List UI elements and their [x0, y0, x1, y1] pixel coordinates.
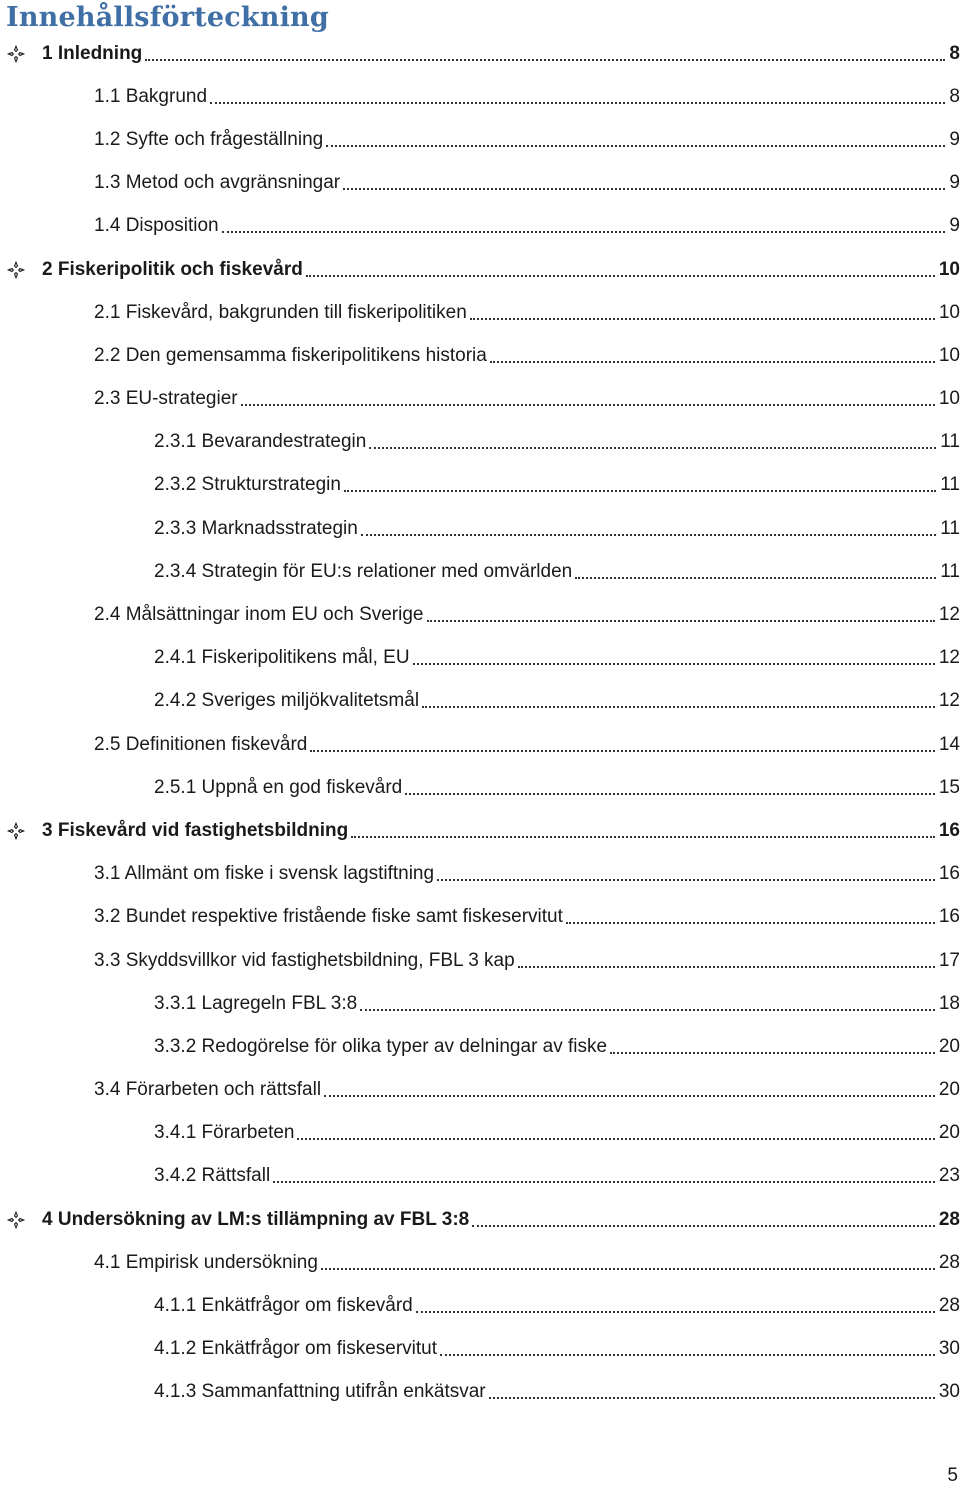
- toc-entry[interactable]: [0, 118, 960, 161]
- toc-entry-page: 10: [938, 344, 960, 366]
- toc-entry-label: 2.1 Fiskevård, bakgrunden till fiskeripolitiken: [94, 301, 467, 323]
- toc-entry-page: 28: [938, 1208, 960, 1230]
- toc-entry[interactable]: [0, 1198, 960, 1241]
- toc-entry-page: 9: [949, 128, 960, 150]
- diamond-flower-icon: [7, 261, 25, 279]
- toc-entry-label: 2.4.1 Fiskeripolitikens mål, EU: [154, 647, 410, 669]
- toc-entry-page: 16: [938, 819, 960, 841]
- dot-leader: [472, 1225, 935, 1227]
- toc-entry-page: 30: [938, 1381, 960, 1403]
- toc-entry-label: 2.3.4 Strategin för EU:s relationer med omvärlden: [154, 560, 573, 582]
- toc-entry[interactable]: [0, 162, 960, 205]
- dot-leader: [273, 1181, 935, 1183]
- toc-entry[interactable]: [0, 1025, 960, 1068]
- dot-leader: [210, 102, 945, 104]
- toc-entry-label: 3.3.2 Redogörelse för olika typer av delningar av fiske: [154, 1035, 608, 1057]
- dot-leader: [361, 534, 936, 536]
- dot-leader: [369, 447, 936, 449]
- toc-entry[interactable]: [0, 896, 960, 939]
- dot-leader: [470, 318, 935, 320]
- toc-entry-label: 2.4 Målsättningar inom EU och Sverige: [94, 604, 424, 626]
- toc-entry-page: 28: [938, 1295, 960, 1317]
- diamond-flower-icon: [7, 1211, 25, 1229]
- dot-leader: [405, 793, 935, 795]
- dot-leader: [326, 145, 945, 147]
- dot-leader: [222, 231, 946, 233]
- diamond-flower-icon: [7, 45, 25, 63]
- toc-entry-label: 2.3.1 Bevarandestrategin: [154, 431, 367, 453]
- dot-leader: [310, 750, 935, 752]
- toc-entry-label: 4.1 Empirisk undersökning: [94, 1251, 318, 1273]
- toc-title: Innehållsförteckning: [6, 2, 329, 33]
- toc-entry-label: 3.4 Förarbeten och rättsfall: [94, 1079, 322, 1101]
- toc-entry-page: 17: [938, 949, 960, 971]
- toc-entry[interactable]: [0, 32, 960, 75]
- toc-entry-page: 18: [938, 992, 960, 1014]
- toc-entry[interactable]: [0, 205, 960, 248]
- toc-entry-label: 2.3 EU-strategier: [94, 388, 238, 410]
- toc-entry-page: 23: [938, 1165, 960, 1187]
- dot-leader: [324, 1095, 935, 1097]
- dot-leader: [437, 879, 935, 881]
- dot-leader: [321, 1268, 935, 1270]
- toc-entry[interactable]: [0, 1241, 960, 1284]
- toc-entry-page: 9: [949, 215, 960, 237]
- toc-entry-label: 3.1 Allmänt om fiske i svensk lagstiftning: [94, 863, 435, 885]
- toc-entry-label: 4.1.3 Sammanfattning utifrån enkätsvar: [154, 1381, 486, 1403]
- toc-entry-page: 20: [938, 1035, 960, 1057]
- toc-entry[interactable]: [0, 1371, 960, 1414]
- toc-entry-page: 14: [938, 733, 960, 755]
- page-number: 5: [947, 1465, 958, 1486]
- toc-entry[interactable]: [0, 421, 960, 464]
- toc-entry-page: 11: [940, 517, 960, 539]
- toc-entry[interactable]: [0, 248, 960, 291]
- dot-leader: [241, 404, 935, 406]
- toc-entry-page: 12: [938, 690, 960, 712]
- toc-entry-label: 2 Fiskeripolitik och fiskevård: [42, 258, 303, 280]
- toc-entry[interactable]: [0, 766, 960, 809]
- toc-entry-label: 1.2 Syfte och frågeställning: [94, 128, 324, 150]
- dot-leader: [344, 490, 936, 492]
- toc-entry-page: 9: [949, 172, 960, 194]
- toc-entry-page: 10: [938, 301, 960, 323]
- dot-leader: [343, 188, 945, 190]
- dot-leader: [297, 1138, 934, 1140]
- toc-entry-label: 4.1.2 Enkätfrågor om fiskeservitut: [154, 1338, 438, 1360]
- toc-entry-page: 15: [938, 776, 960, 798]
- toc-entry-label: 2.3.3 Marknadsstrategin: [154, 517, 358, 539]
- dot-leader: [566, 922, 935, 924]
- dot-leader: [427, 620, 935, 622]
- toc-entry-page: 11: [940, 474, 960, 496]
- toc-entry[interactable]: [0, 378, 960, 421]
- toc-entry-label: 2.3.2 Strukturstrategin: [154, 474, 341, 496]
- dot-leader: [145, 59, 945, 61]
- toc-entry-label: 3 Fiskevård vid fastighetsbildning: [42, 819, 349, 841]
- toc-entry-label: 1.3 Metod och avgränsningar: [94, 172, 341, 194]
- dot-leader: [518, 966, 935, 968]
- dot-leader: [422, 706, 935, 708]
- toc-entry[interactable]: [0, 723, 960, 766]
- toc-entry[interactable]: [0, 1328, 960, 1371]
- toc-entry-page: 20: [938, 1122, 960, 1144]
- toc-entry-label: 4 Undersökning av LM:s tillämpning av FBL 3:8: [42, 1208, 470, 1230]
- dot-leader: [416, 1311, 935, 1313]
- dot-leader: [440, 1354, 935, 1356]
- toc-entry[interactable]: [0, 1155, 960, 1198]
- toc-entry-label: 2.5.1 Uppnå en god fiskevård: [154, 776, 403, 798]
- toc-entry-label: 2.2 Den gemensamma fiskeripolitikens historia: [94, 344, 487, 366]
- dot-leader: [575, 577, 936, 579]
- toc-entry-page: 8: [949, 42, 960, 64]
- toc-entry-label: 3.2 Bundet respektive fristående fiske samt fiskeservitut: [94, 906, 563, 928]
- toc-entry-label: 3.4.2 Rättsfall: [154, 1165, 271, 1187]
- dot-leader: [413, 663, 935, 665]
- dot-leader: [306, 275, 935, 277]
- toc-entry-label: 3.3 Skyddsvillkor vid fastighetsbildning, FBL 3 kap: [94, 949, 515, 971]
- toc-entry-page: 16: [938, 863, 960, 885]
- toc-entry[interactable]: [0, 464, 960, 507]
- toc-entry-label: 2.4.2 Sveriges miljökvalitetsmål: [154, 690, 420, 712]
- toc-entry[interactable]: [0, 1069, 960, 1112]
- toc-entry[interactable]: [0, 75, 960, 118]
- dot-leader: [351, 836, 935, 838]
- toc-entry[interactable]: [0, 550, 960, 593]
- toc-list: [0, 32, 960, 1414]
- toc-entry-page: 20: [938, 1079, 960, 1101]
- dot-leader: [490, 361, 935, 363]
- toc-entry[interactable]: [0, 1112, 960, 1155]
- toc-entry[interactable]: [0, 1284, 960, 1327]
- toc-entry-page: 11: [940, 560, 960, 582]
- toc-entry-page: 10: [938, 258, 960, 280]
- toc-entry[interactable]: [0, 939, 960, 982]
- toc-entry[interactable]: [0, 291, 960, 334]
- toc-entry[interactable]: [0, 982, 960, 1025]
- toc-entry-label: 1.1 Bakgrund: [94, 85, 208, 107]
- toc-entry-page: 11: [940, 431, 960, 453]
- toc-entry[interactable]: [0, 593, 960, 636]
- toc-entry-label: 4.1.1 Enkätfrågor om fiskevård: [154, 1295, 413, 1317]
- toc-entry-label: 3.4.1 Förarbeten: [154, 1122, 295, 1144]
- toc-entry-page: 28: [938, 1251, 960, 1273]
- toc-entry[interactable]: [0, 853, 960, 896]
- toc-entry-page: 12: [938, 604, 960, 626]
- toc-entry-label: 1 Inledning: [42, 42, 143, 64]
- toc-entry[interactable]: [0, 637, 960, 680]
- dot-leader: [360, 1009, 935, 1011]
- toc-entry[interactable]: [0, 680, 960, 723]
- toc-entry[interactable]: [0, 809, 960, 852]
- toc-entry-page: 16: [938, 906, 960, 928]
- toc-entry[interactable]: [0, 507, 960, 550]
- toc-entry-page: 30: [938, 1338, 960, 1360]
- dot-leader: [610, 1052, 935, 1054]
- toc-entry-page: 8: [949, 85, 960, 107]
- dot-leader: [489, 1397, 935, 1399]
- toc-entry-page: 10: [938, 388, 960, 410]
- toc-entry[interactable]: [0, 334, 960, 377]
- toc-entry-label: 1.4 Disposition: [94, 215, 219, 237]
- toc-entry-label: 2.5 Definitionen fiskevård: [94, 733, 308, 755]
- toc-entry-page: 12: [938, 647, 960, 669]
- diamond-flower-icon: [7, 822, 25, 840]
- toc-entry-label: 3.3.1 Lagregeln FBL 3:8: [154, 992, 358, 1014]
